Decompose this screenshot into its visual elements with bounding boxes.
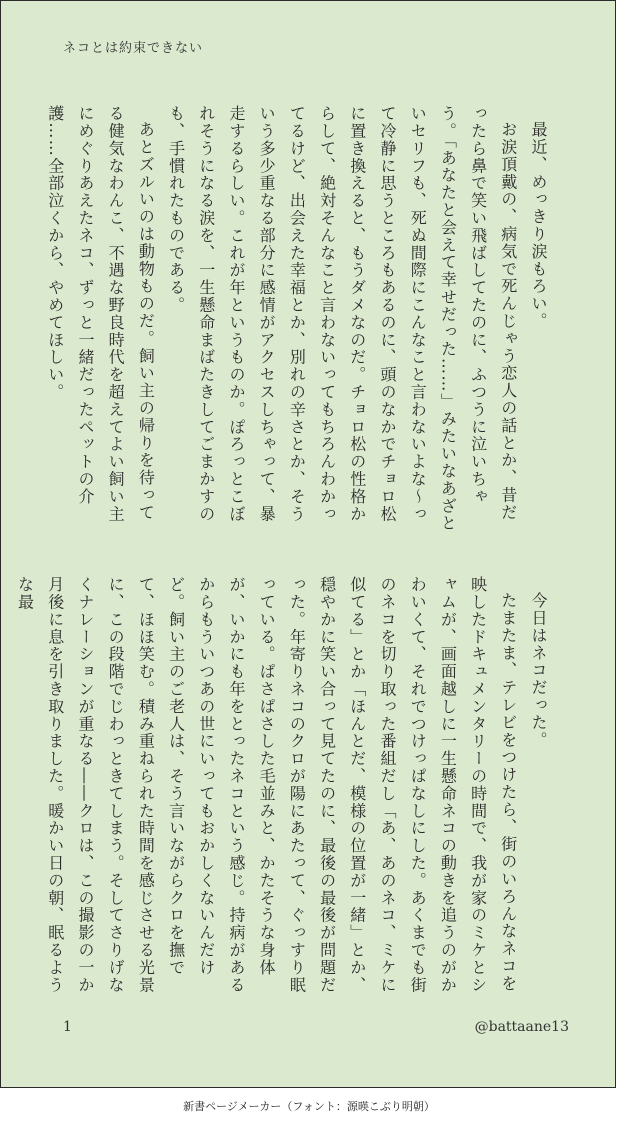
paragraph: 最近、めっきり涙もろい。 <box>529 121 548 330</box>
upper-text-block <box>45 105 553 535</box>
lower-text-block <box>15 576 553 1004</box>
book-title-header: ネコとは約束できない <box>63 41 204 56</box>
page-number: 1 <box>63 1019 72 1035</box>
paragraph: あとズルいのは動物ものだ。飼い主の帰りを待ってる健気なわんこ、不遇な野良時代を超えてよい飼い主にめぐりあえたネコ、ずっと一緒だったペットの介護……全部泣くから、やめてほしい。 <box>45 105 156 523</box>
paragraph: 今日はネコだった。 <box>529 592 548 749</box>
paragraph: たまたま、テレビをつけたら、街のいろんなネコを映したドキュメンタリーの時間で、我が家のミケとシャムが、画面越しに一生懸命ネコの動きを追うのがかわいくて、それでつけっぱなしにした。あくまでも街のネコを切り取った番組だし「あ、あのネコ、ミケに似てる」とか「ほんとだ、模様の位置が一緒」とか、穏やかに笑い合って見てたのに、最後の最後が問題だった。年寄りネコのクロが陽にあたって、ぐっすり眠っている。ぱさぱさした毛並みと、かたそうな身体が、いかにも年をとったネコという感じ。持病があるからもういつあの世にいってもおかしくないんだけど。飼い主のご老人は、そう言いながらクロを撫でて、ほほ笑む。積み重ねられた時間を感じさせる光景に、この段階でじわっときてしまう。そしてさりげなくナレーションが重なる――クロは、この撮影の一か月後に息を引き取りました。暖かい日の朝、眠るような最 <box>15 576 518 994</box>
generator-credit: 新書ページメーカー（フォント：源暎こぶり明朝） <box>183 1100 435 1113</box>
author-handle: @battaane13 <box>474 1019 569 1035</box>
paragraph: お涙頂戴の、病気で死んじゃう恋人の話とか、昔だったら鼻で笑い飛ばしてたのに、ふつうに泣いちゃう。「あなたと会えて幸せだった……」みたいなあざといセリフも、死ぬ間際にこんなこと言わないよな〜って冷静に思うところもあるのに、頭のなかでチョロ松に置き換えると、もうダメなのだ。チョロ松の性格からして、絶対そんなこと言わないってもちろんわかってるけど、出会えた幸福とか、別れの辛さとか、そういう多少重なる部分に感情がアクセスしちゃって、暴走するらしい。これが年というものか。ぽろっとこぼれそうになる涙を、一生懸命まばたきしてごまかすのも、手慣れたものである。 <box>166 105 518 532</box>
